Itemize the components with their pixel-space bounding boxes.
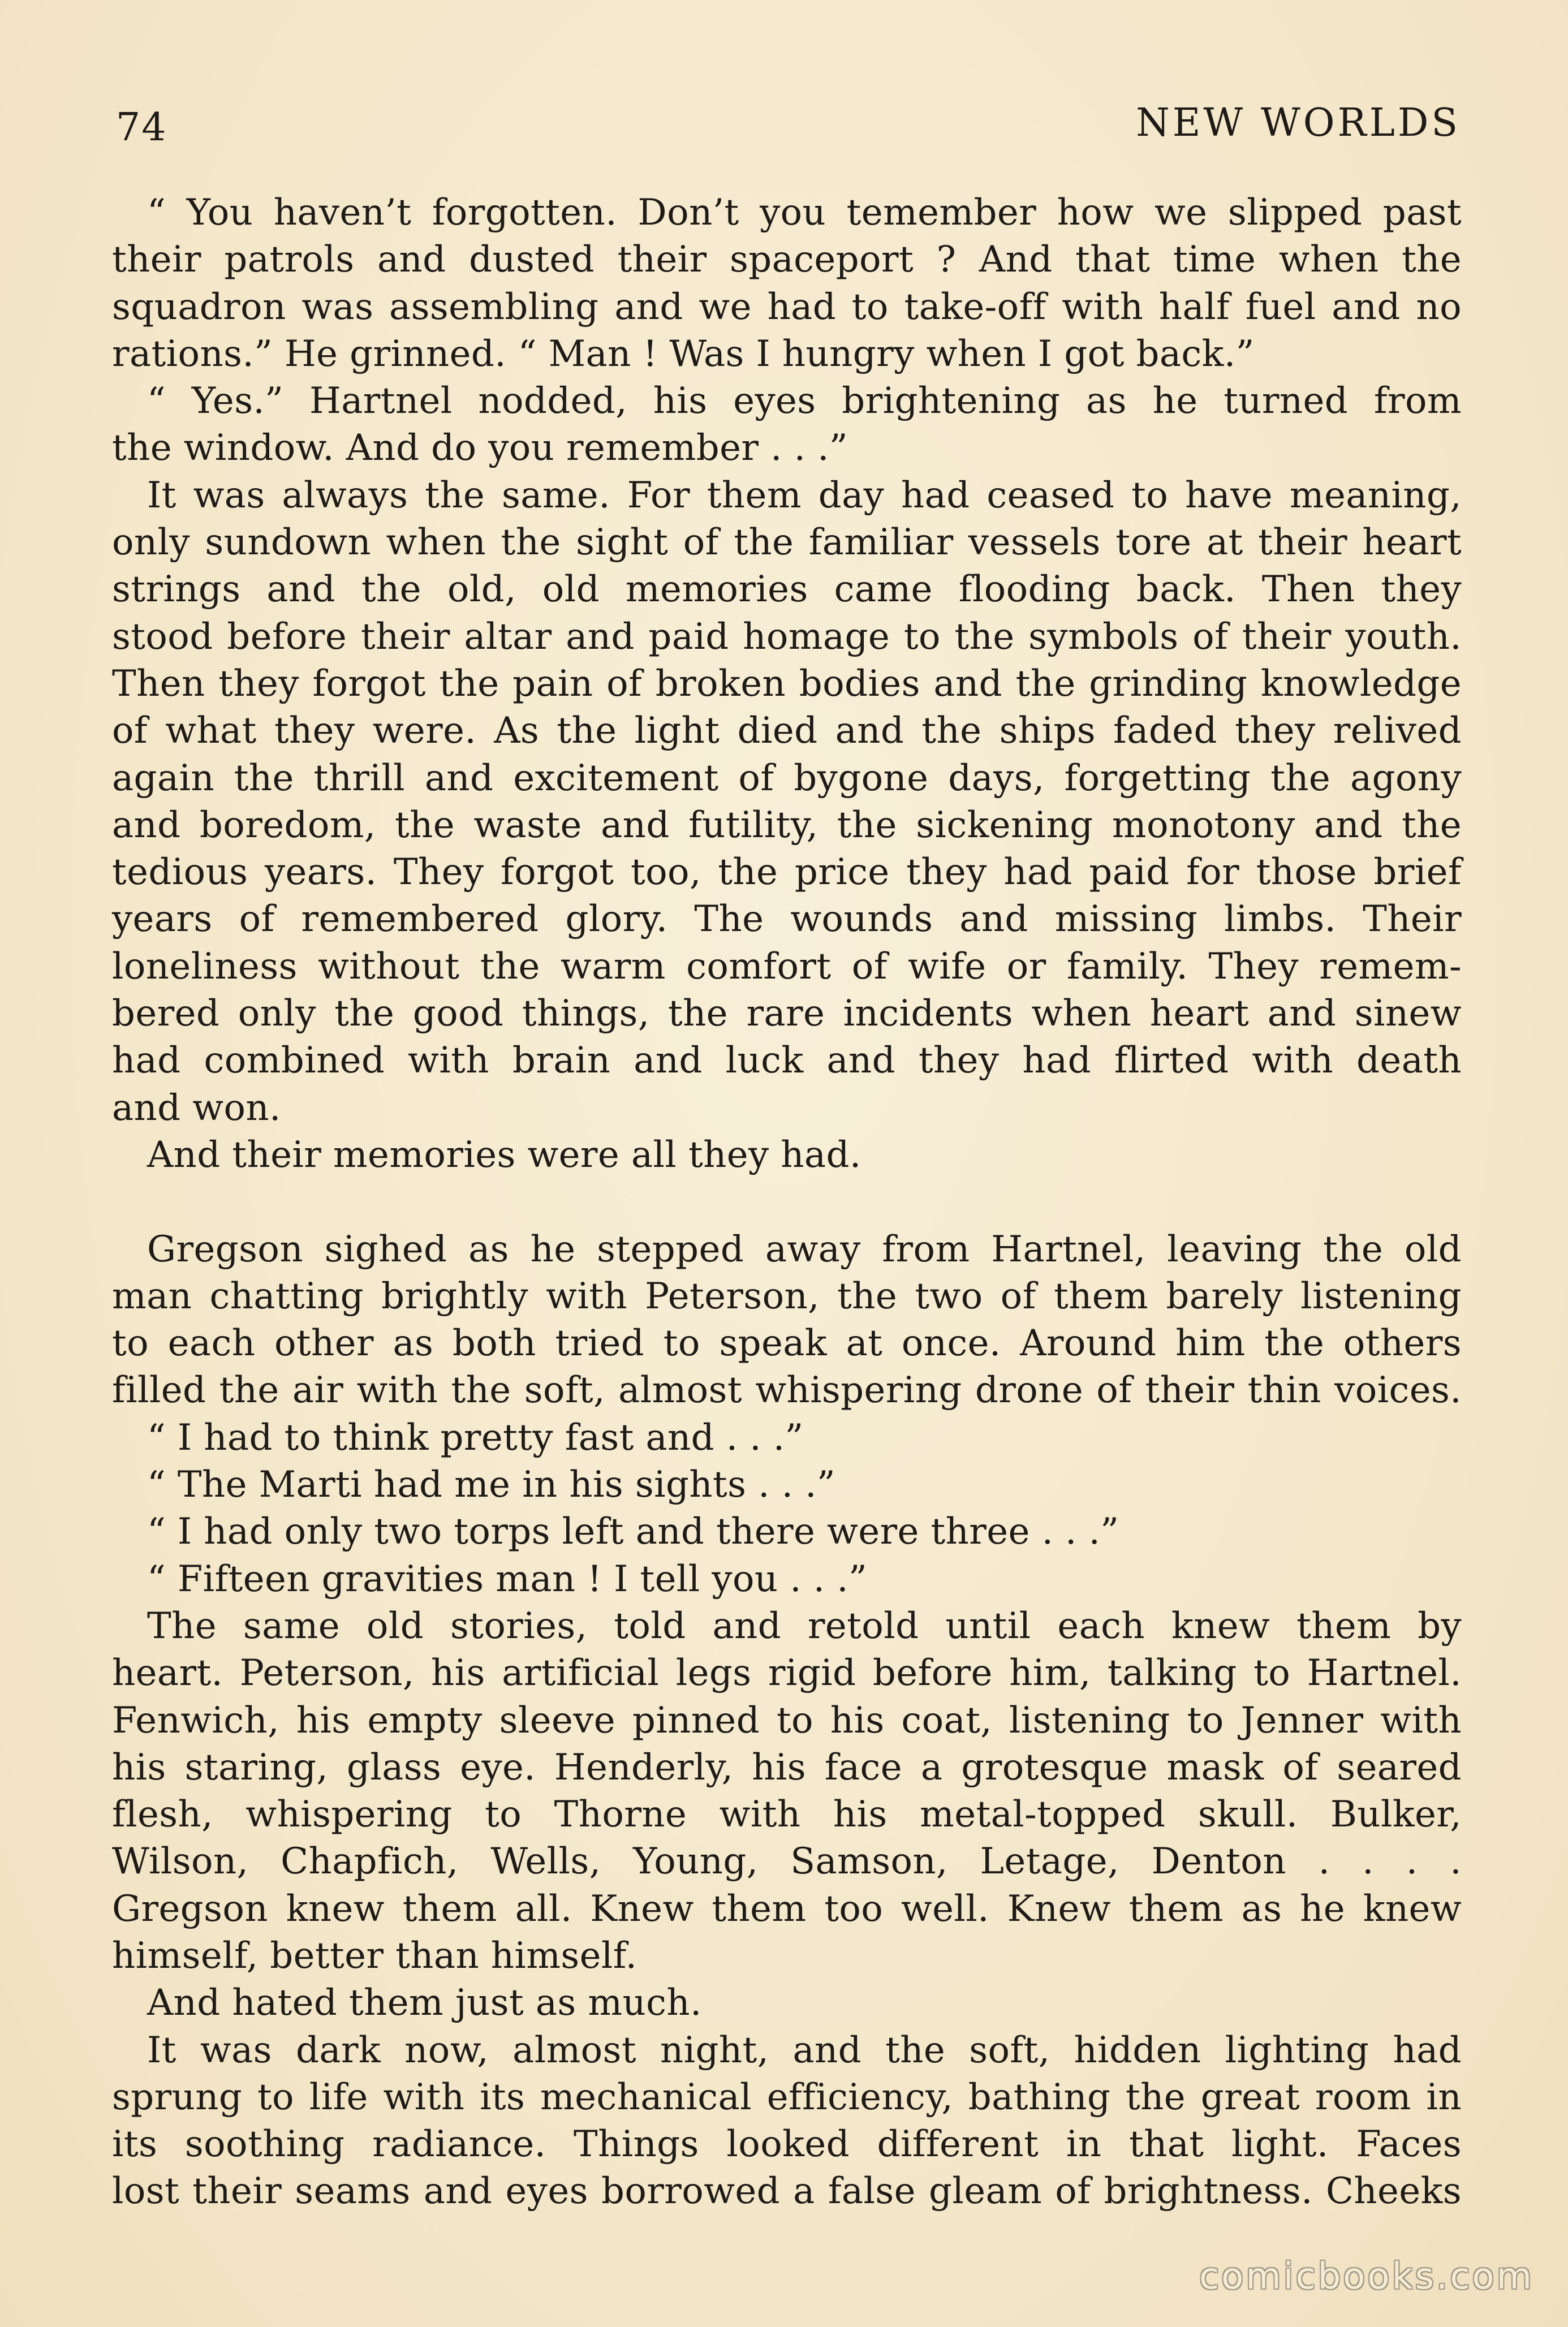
text-line: “ I had only two torps left and there were three . . .”	[147, 1511, 1119, 1553]
text-line: Then they forgot the pain of broken bodies and the grinding knowledge	[112, 662, 1462, 705]
text-line: “ I had to think pretty fast and . . .”	[147, 1416, 804, 1459]
text-line: Gregson knew them all. Knew them too well. Knew them as he knew	[112, 1888, 1462, 1930]
text-line: It was dark now, almost night, and the soft, hidden lighting had	[147, 2029, 1462, 2071]
watermark: comicbooks.com	[1199, 2256, 1534, 2298]
text-line: and won.	[112, 1087, 281, 1129]
text-line: his staring, glass eye. Henderly, his face a grotesque mask of seared	[112, 1746, 1462, 1789]
text-line: their patrols and dusted their spaceport ? And that time when the	[112, 239, 1462, 281]
text-line: of what they were. As the light died and the ships faded they relived	[112, 710, 1462, 752]
text-line: Fenwich, his empty sleeve pinned to his coat, listening to Jenner with	[112, 1699, 1462, 1742]
page-number: 74	[116, 105, 167, 150]
text-line: lost their seams and eyes borrowed a false gleam of brightness. Cheeks	[112, 2170, 1462, 2213]
text-line: only sundown when the sight of the familiar vessels tore at their heart	[112, 522, 1462, 564]
text-line: And their memories were all they had.	[147, 1134, 861, 1176]
text-line: had combined with brain and luck and they had flirted with death	[112, 1040, 1462, 1082]
text-line: the window. And do you remember . . .”	[112, 427, 848, 469]
text-line: And hated them just as much.	[147, 1982, 702, 2024]
text-line: bered only the good things, the rare incidents when heart and sinew	[112, 993, 1462, 1035]
text-line: sprung to life with its mechanical efficiency, bathing the great room in	[112, 2076, 1462, 2118]
text-line: Wilson, Chapfich, Wells, Young, Samson, Letage, Denton . . . .	[112, 1841, 1462, 1883]
text-line: It was always the same. For them day had ceased to have meaning,	[147, 474, 1462, 516]
running-head: NEW WORLDS	[1136, 101, 1461, 145]
section-break	[112, 1179, 1462, 1226]
text-line: “ The Marti had me in his sights . . .”	[147, 1464, 835, 1506]
text-line: years of remembered glory. The wounds and missing limbs. Their	[112, 898, 1462, 941]
text-line: The same old stories, told and retold until each knew them by	[147, 1605, 1462, 1647]
text-line: its soothing radiance. Things looked different in that light. Faces	[112, 2123, 1462, 2166]
text-line: squadron was assembling and we had to take-off with half fuel and no	[112, 286, 1462, 328]
page-header	[116, 101, 1461, 163]
story-text	[112, 189, 1462, 2216]
text-line: filled the air with the soft, almost whispering drone of their thin voices.	[112, 1369, 1462, 1412]
text-line: “ Fifteen gravities man ! I tell you . . .”	[147, 1558, 868, 1600]
text-line: Gregson sighed as he stepped away from Hartnel, leaving the old	[147, 1228, 1462, 1270]
text-line: flesh, whispering to Thorne with his metal-topped skull. Bulker,	[112, 1794, 1462, 1836]
text-line: loneliness without the warm comfort of wife or family. They remem-	[112, 945, 1462, 988]
text-line: heart. Peterson, his artificial legs rigid before him, talking to Hartnel.	[112, 1652, 1462, 1695]
text-line: again the thrill and excitement of bygone days, forgetting the agony	[112, 757, 1462, 799]
text-line: himself, better than himself.	[112, 1934, 637, 1977]
text-line: “ You haven’t forgotten. Don’t you temember how we slipped past	[147, 192, 1462, 234]
text-line: and boredom, the waste and futility, the sickening monotony and the	[112, 804, 1462, 846]
text-line: man chatting brightly with Peterson, the two of them barely listening	[112, 1275, 1462, 1317]
text-line: tedious years. They forgot too, the price they had paid for those brief	[112, 851, 1462, 894]
text-line: stood before their altar and paid homage to the symbols of their youth.	[112, 615, 1462, 658]
text-line: to each other as both tried to speak at once. Around him the others	[112, 1322, 1462, 1365]
text-line: “ Yes.” Hartnel nodded, his eyes brightening as he turned from	[147, 380, 1462, 423]
text-line: rations.” He grinned. “ Man ! Was I hungry when I got back.”	[112, 333, 1255, 375]
text-line: strings and the old, old memories came flooding back. Then they	[112, 568, 1462, 611]
